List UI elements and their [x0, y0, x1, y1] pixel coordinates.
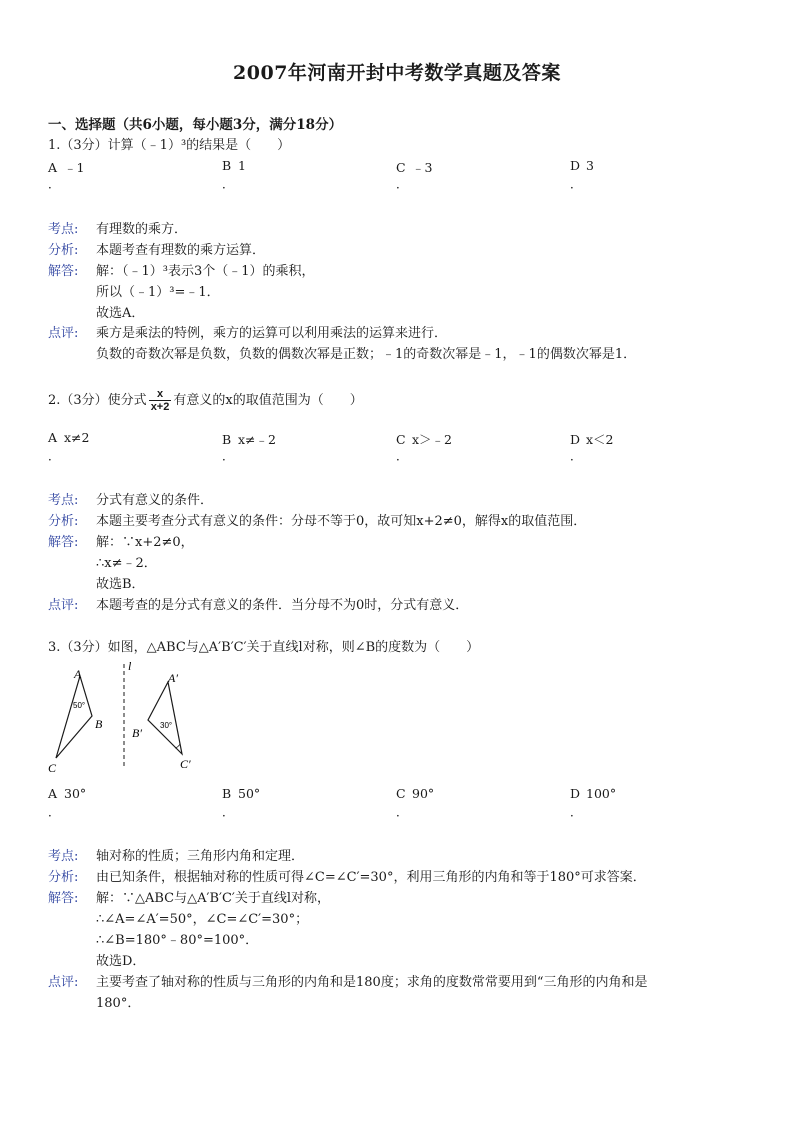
q2-jieda-line: 故选B． — [96, 577, 145, 592]
q3-jieda-line: 解：∵△ABC与△A′B′C′关于直线l对称， — [96, 891, 331, 906]
q1-jieda-line: 解：（﹣1）³表示3个（﹣1）的乘积， — [96, 264, 315, 279]
option-dot: ． — [396, 449, 409, 463]
q2-option-c[interactable] — [396, 430, 453, 463]
q2-fenxi: 本题主要考查分式有意义的条件：分母不等于0，故可知x+2≠0，解得x的取值范围． — [96, 514, 587, 529]
q1-option-c[interactable] — [396, 158, 433, 191]
q2-option-a[interactable] — [48, 430, 90, 463]
q1-jieda-line: 所以（﹣1）³=﹣1． — [96, 285, 220, 300]
label-a: A — [74, 667, 82, 681]
angle-c2-arc — [175, 744, 180, 748]
option-letter: B — [222, 786, 232, 801]
option-text: 1 — [238, 158, 246, 173]
q1-kaodian: 有理数的乘方． — [96, 222, 188, 237]
q1-fenxi: 本题考查有理数的乘方运算． — [96, 243, 266, 258]
q3-fenxi-label: 分析: — [48, 870, 79, 885]
option-letter: B — [222, 432, 232, 447]
q2-kaodian-label: 考点: — [48, 493, 79, 508]
option-text: ﹣1 — [64, 160, 85, 175]
q3-dianping-line: 180°． — [96, 996, 141, 1011]
option-text: 100° — [586, 786, 617, 801]
q1-jieda-line: 故选A． — [96, 306, 145, 321]
option-dot: ． — [222, 177, 235, 191]
q1-jieda-label: 解答: — [48, 264, 79, 279]
q3-option-c[interactable] — [396, 786, 435, 819]
option-dot: ． — [396, 805, 409, 819]
option-text: 3 — [586, 158, 594, 173]
q2-dianping-line: 本题考查的是分式有意义的条件．当分母不为0时，分式有意义． — [96, 598, 469, 613]
q3-option-a[interactable] — [48, 786, 87, 819]
q3-dianping-label: 点评: — [48, 975, 79, 990]
q1-dianping-label: 点评: — [48, 326, 79, 341]
q3-option-d[interactable] — [570, 786, 617, 819]
option-dot: ． — [222, 449, 235, 463]
fraction-denominator: x+2 — [150, 401, 170, 413]
option-text: x＜2 — [586, 432, 614, 447]
q2-fenxi-label: 分析: — [48, 514, 79, 529]
fraction-numerator: x — [149, 388, 172, 401]
symmetry-figure — [44, 660, 214, 780]
option-dot: ． — [48, 805, 61, 819]
option-text: x＞﹣2 — [412, 432, 453, 447]
option-text: ﹣3 — [412, 160, 433, 175]
option-letter: C — [396, 432, 406, 447]
q2-kaodian: 分式有意义的条件． — [96, 493, 214, 508]
angle-b2-label: 30° — [160, 721, 173, 730]
page-title: 2007年河南开封中考数学真题及答案 — [233, 62, 561, 84]
option-letter: B — [222, 158, 232, 173]
q1-option-b[interactable] — [222, 158, 246, 191]
triangle-abc — [56, 676, 92, 758]
q2-jieda-label: 解答: — [48, 535, 79, 550]
option-dot: ． — [396, 177, 409, 191]
label-b: B — [95, 717, 103, 731]
q3-jieda-line: ∴∠B=180°﹣80°=100°． — [96, 933, 259, 948]
label-b-prime: B′ — [132, 726, 142, 740]
section-title: 一、选择题（共6小题，每小题3分，满分18分） — [48, 117, 343, 133]
option-dot: ． — [48, 177, 61, 191]
q3-fenxi: 由已知条件，根据轴对称的性质可得∠C=∠C′=30°，利用三角形的内角和等于180°可求答案． — [96, 870, 646, 885]
option-letter: C — [396, 786, 406, 801]
option-letter: A — [48, 786, 58, 801]
q3-dianping-line: 主要考查了轴对称的性质与三角形的内角和是180度；求角的度数常常要用到“三角形的内角和是 — [96, 975, 648, 990]
option-letter: A — [48, 430, 58, 445]
label-a-prime: A′ — [168, 671, 178, 685]
q3-jieda-line: ∴∠A=∠A′=50°，∠C=∠C′=30°； — [96, 912, 309, 927]
q1-fenxi-label: 分析: — [48, 243, 79, 258]
question-2-stem — [48, 388, 363, 413]
option-letter: D — [570, 432, 581, 447]
q2-option-b[interactable] — [222, 430, 276, 463]
option-dot: ． — [570, 805, 583, 819]
option-letter: A — [48, 160, 58, 175]
option-text: 50° — [238, 786, 261, 801]
fraction — [149, 388, 172, 413]
option-dot: ． — [570, 177, 583, 191]
option-text: x≠2 — [64, 430, 90, 445]
question-1-stem: 1.（3分）计算（﹣1）³的结果是（ ） — [48, 138, 291, 153]
q3-jieda-line: 故选D． — [96, 954, 146, 969]
q2-stem-pre: 2.（3分）使分式 — [48, 393, 147, 408]
q1-option-a[interactable] — [48, 158, 85, 191]
option-letter: C — [396, 160, 406, 175]
q1-dianping-line: 负数的奇数次幂是负数，负数的偶数次幂是正数；﹣1的奇数次幂是﹣1，﹣1的偶数次幂是1． — [96, 347, 637, 362]
q3-jieda-label: 解答: — [48, 891, 79, 906]
label-l: l — [128, 660, 132, 673]
q2-jieda-line: ∴x≠﹣2． — [96, 556, 157, 571]
label-c: C — [48, 761, 57, 775]
angle-a-label: 50° — [73, 701, 86, 710]
option-letter: D — [570, 786, 581, 801]
q1-dianping-line: 乘方是乘法的特例，乘方的运算可以利用乘法的运算来进行． — [96, 326, 448, 341]
q3-kaodian: 轴对称的性质；三角形内角和定理． — [96, 849, 305, 864]
option-dot: ． — [48, 449, 61, 463]
label-c-prime: C′ — [180, 757, 191, 771]
q2-jieda-line: 解：∵x+2≠0， — [96, 535, 194, 550]
q2-dianping-label: 点评: — [48, 598, 79, 613]
option-letter: D — [570, 158, 581, 173]
question-3-stem: 3.（3分）如图，△ABC与△A′B′C′关于直线l对称，则∠B的度数为（ ） — [48, 640, 480, 655]
option-dot: ． — [222, 805, 235, 819]
q3-kaodian-label: 考点: — [48, 849, 79, 864]
option-text: 30° — [64, 786, 87, 801]
q3-option-b[interactable] — [222, 786, 261, 819]
q1-kaodian-label: 考点: — [48, 222, 79, 237]
q2-option-d[interactable] — [570, 430, 614, 463]
q2-stem-post: 有意义的x的取值范围为（ ） — [173, 393, 363, 408]
triangle-a2b2c2 — [148, 682, 182, 754]
option-dot: ． — [570, 449, 583, 463]
option-text: x≠﹣2 — [238, 432, 276, 447]
option-text: 90° — [412, 786, 435, 801]
q1-option-d[interactable] — [570, 158, 594, 191]
